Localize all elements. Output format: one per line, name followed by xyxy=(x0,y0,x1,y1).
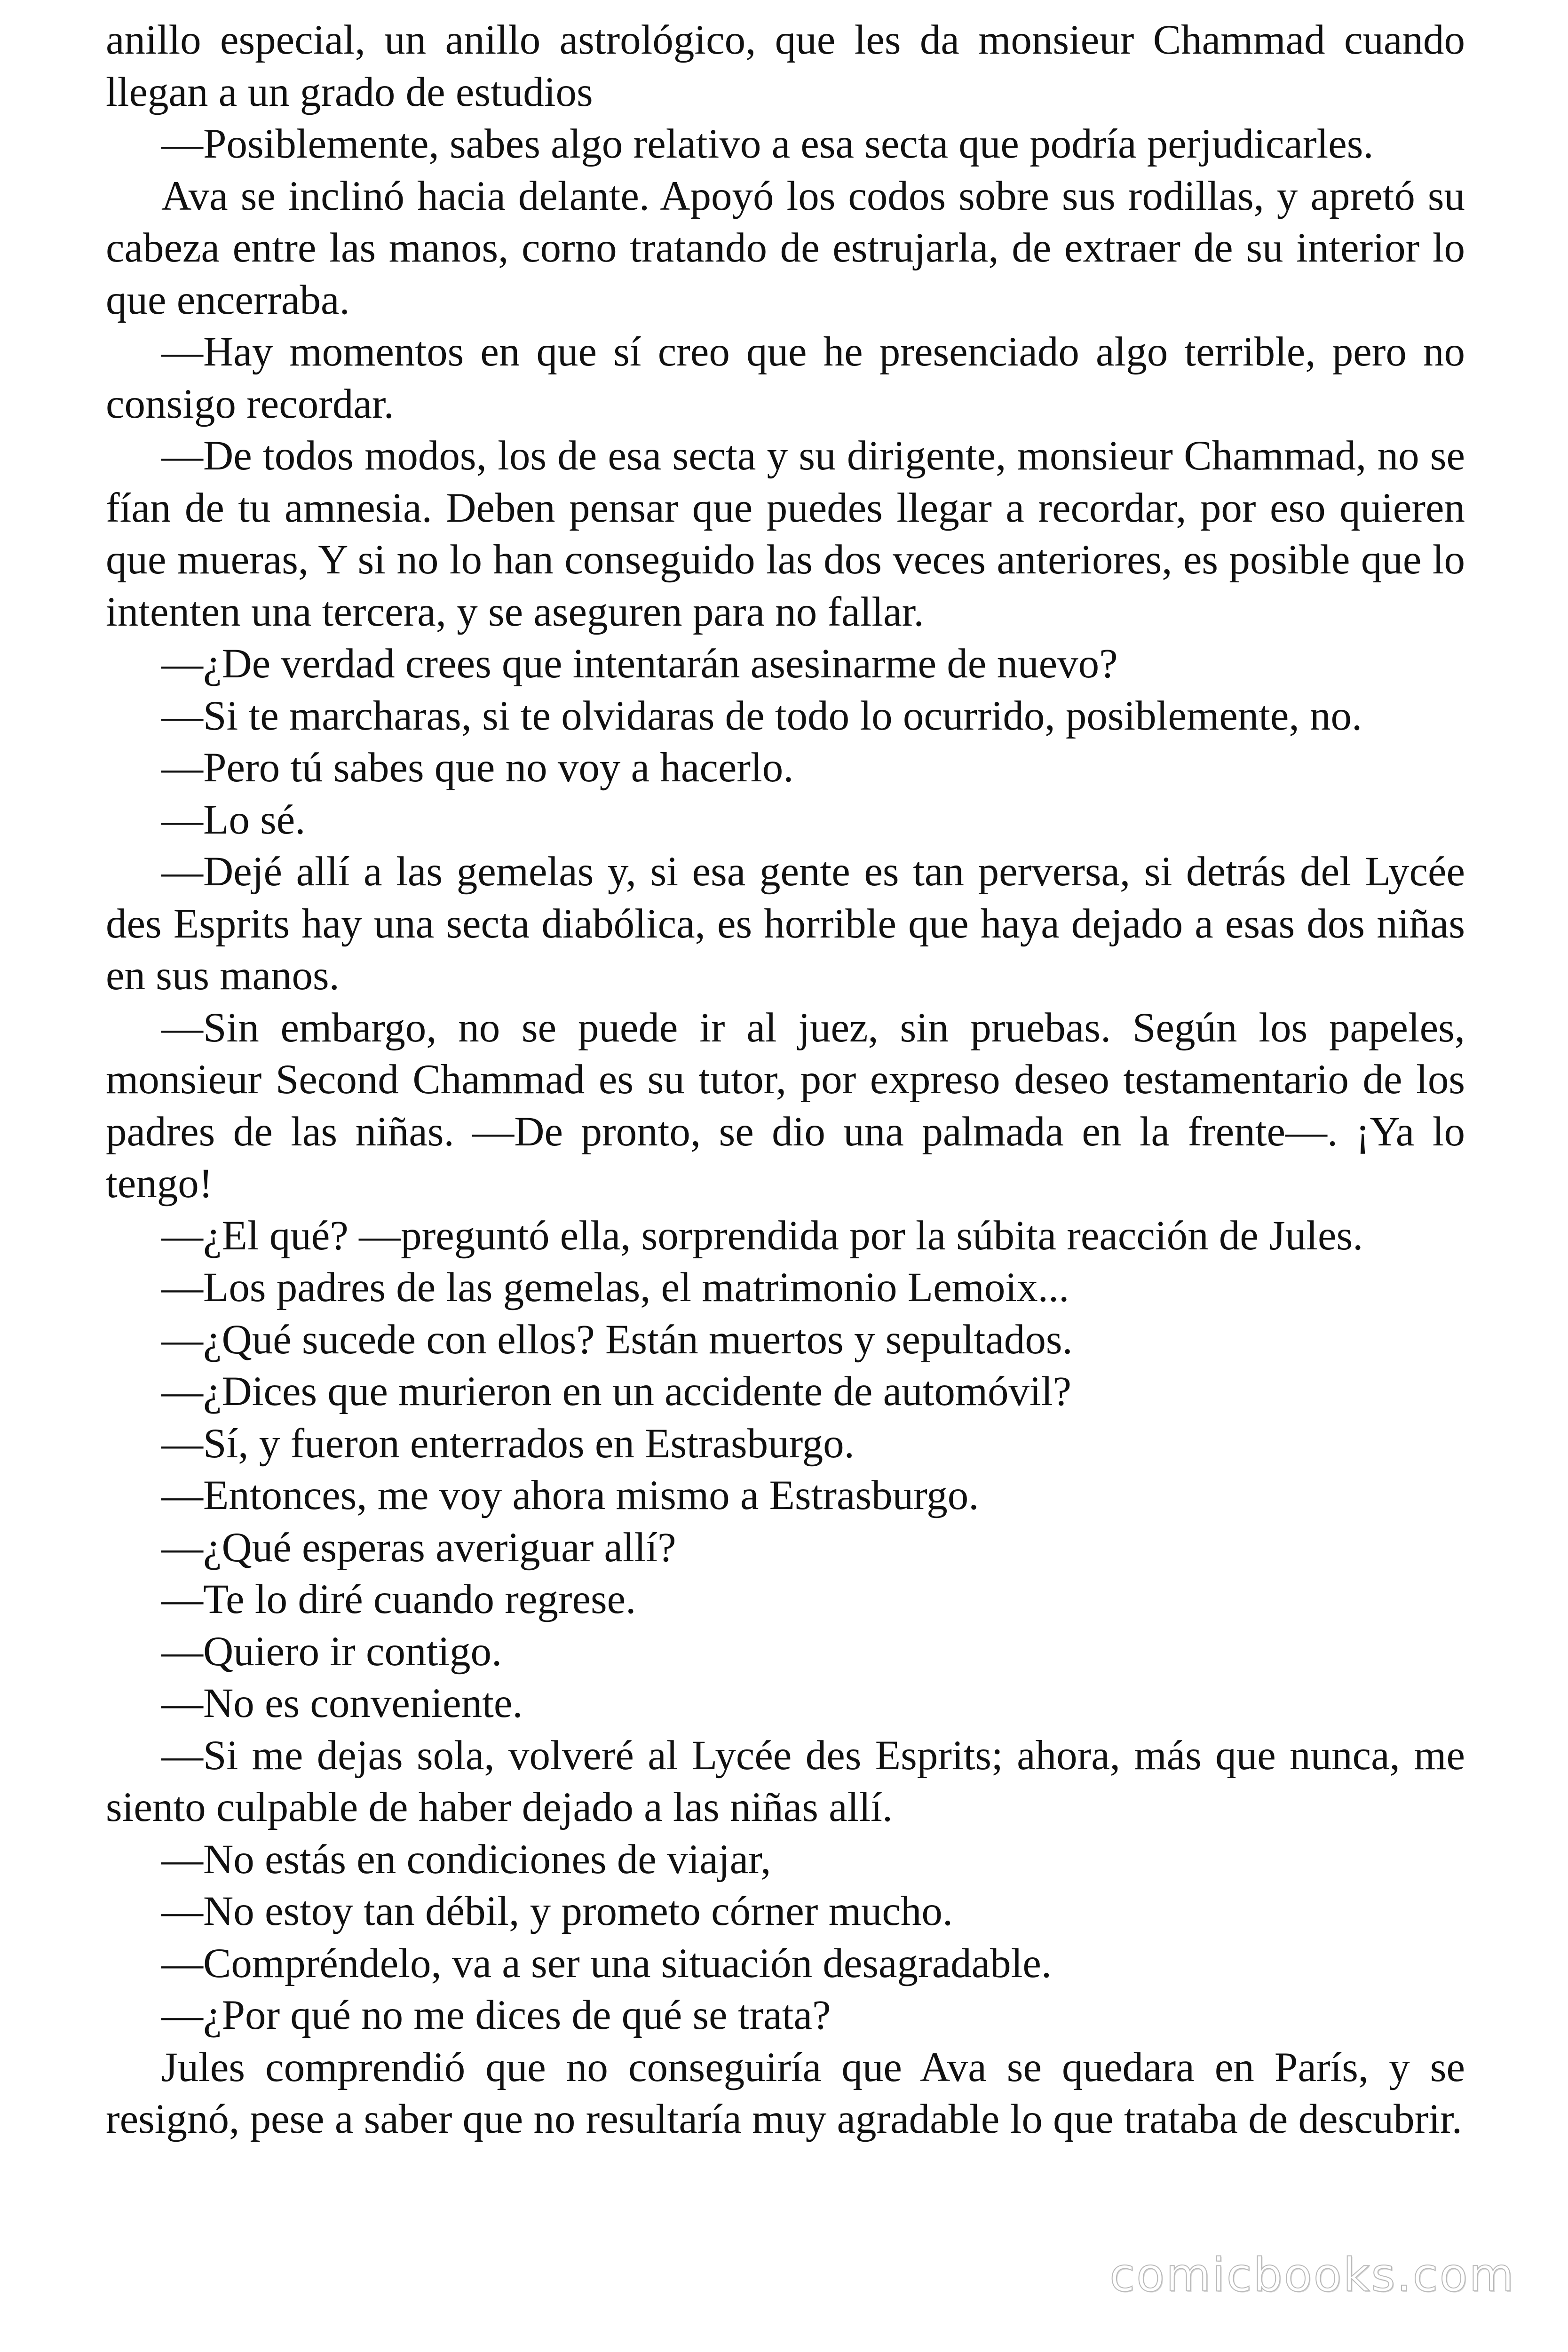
paragraph: Ava se inclinó hacia delante. Apoyó los codos sobre sus rodillas, y apretó su cabeza entre las manos, corno tratando de estrujarla, de extraer de su interior lo que encerraba. xyxy=(106,173,1465,323)
book-page-text xyxy=(106,14,1465,2145)
paragraph: Jules comprendió que no conseguiría que Ava se quedara en París, y se resignó, pese a saber que no resultaría muy agradable lo que trataba de descubrir. xyxy=(106,2044,1465,2142)
paragraph: —No estás en condiciones de viajar, xyxy=(161,1836,771,1883)
paragraph: —Entonces, me voy ahora mismo a Estrasburgo. xyxy=(161,1472,979,1518)
paragraph: —¿El qué? —preguntó ella, sorprendida por la súbita reacción de Jules. xyxy=(161,1212,1363,1259)
paragraph: —Si me dejas sola, volveré al Lycée des Esprits; ahora, más que nunca, me siento culpable de haber dejado a las niñas allí. xyxy=(106,1732,1465,1830)
paragraph: —Compréndelo, va a ser una situación desagradable. xyxy=(161,1940,1052,1986)
watermark: comicbooks.com xyxy=(1109,2249,1515,2302)
paragraph: —Los padres de las gemelas, el matrimonio Lemoix... xyxy=(161,1264,1069,1311)
paragraph: —¿De verdad crees que intentarán asesinarme de nuevo? xyxy=(161,641,1118,687)
paragraph: —Hay momentos en que sí creo que he presenciado algo terrible, pero no consigo recordar. xyxy=(106,329,1465,427)
paragraph: anillo especial, un anillo astrológico, que les da monsieur Chammad cuando llegan a un grado de estudios xyxy=(106,17,1465,115)
paragraph: —Posiblemente, sabes algo relativo a esa secta que podría perjudicarles. xyxy=(161,121,1374,167)
paragraph: —Si te marcharas, si te olvidaras de todo lo ocurrido, posiblemente, no. xyxy=(161,692,1362,739)
paragraph: —No estoy tan débil, y prometo córner mucho. xyxy=(161,1888,953,1934)
paragraph: —Dejé allí a las gemelas y, si esa gente es tan perversa, si detrás del Lycée des Esprits hay una secta diabólica, es horrible que haya dejado a esas dos niñas en sus manos. xyxy=(106,849,1465,999)
paragraph: —Sí, y fueron enterrados en Estrasburgo. xyxy=(161,1420,855,1467)
paragraph: —Quiero ir contigo. xyxy=(161,1628,502,1675)
paragraph: —De todos modos, los de esa secta y su dirigente, monsieur Chammad, no se fían de tu amnesia. Deben pensar que puedes llegar a recordar, por eso quieren que mueras, Y si no lo han conseguido las dos veces anteriores, es posible que lo intenten una tercera, y se aseguren para no fallar. xyxy=(106,433,1465,635)
paragraph: —Te lo diré cuando regrese. xyxy=(161,1576,636,1622)
paragraph: —Pero tú sabes que no voy a hacerlo. xyxy=(161,745,794,791)
paragraph: —¿Qué sucede con ellos? Están muertos y sepultados. xyxy=(161,1316,1073,1363)
paragraph: —No es conveniente. xyxy=(161,1680,523,1726)
paragraph: —Sin embargo, no se puede ir al juez, sin pruebas. Según los papeles, monsieur Second Chammad es su tutor, por expreso deseo testamentario de los padres de las niñas. —De pronto, se dio una palmada en la frente—. ¡Ya lo tengo! xyxy=(106,1004,1465,1207)
paragraph: —Lo sé. xyxy=(161,796,306,843)
paragraph: —¿Por qué no me dices de qué se trata? xyxy=(161,1992,831,2038)
paragraph: —¿Dices que murieron en un accidente de automóvil? xyxy=(161,1368,1072,1414)
paragraph: —¿Qué esperas averiguar allí? xyxy=(161,1524,676,1571)
